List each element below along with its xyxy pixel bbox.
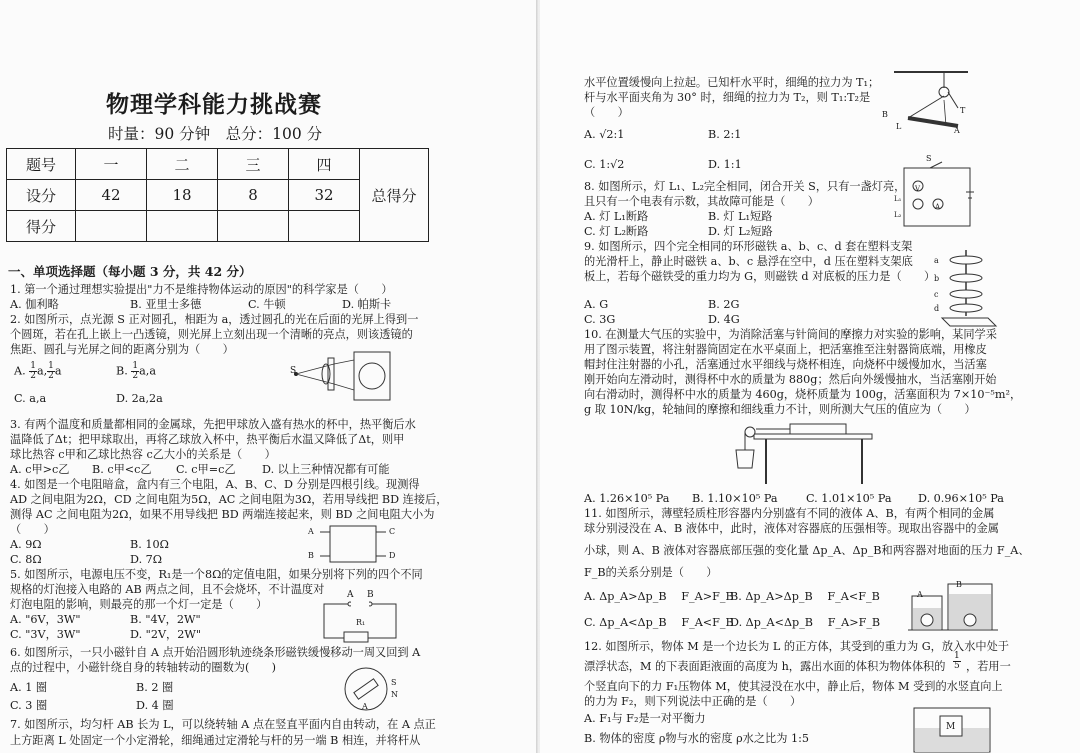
q5-option-d: D. "2V，2W"	[130, 628, 201, 641]
q3-option-a: A. c甲>c乙	[10, 463, 70, 476]
q6-fig-label-n: N	[391, 690, 398, 699]
q6-line-1: 6. 如图所示，一只小磁针自 A 点开始沿圆形轨迹绕条形磁铁缓慢移动一周又回到 A	[10, 646, 421, 659]
q7-option-b: B. 2:1	[708, 128, 742, 141]
q8-option-d: D. 灯 L₂短路	[708, 225, 773, 238]
q6-line-2: 点的过程中，小磁针绕自身的转轴转动的圈数为( )	[10, 661, 277, 674]
q7-cont-line-2: 杆与水平面夹角为 30° 时，细绳的拉力为 T₂，则 T₁:T₂是	[584, 91, 871, 104]
total-score-label: 总得分	[360, 149, 429, 242]
col-1: 一	[76, 149, 147, 180]
q12-line-3: 个竖直向下的力 F₁压物体 M，使其浸没在水中，静止后，物体 M 受到的水竖直向上	[584, 680, 1003, 693]
q7-option-d: D. 1:1	[708, 158, 742, 171]
q4-option-b: B. 10Ω	[130, 538, 169, 551]
q5-fig-label-b: B	[367, 590, 374, 600]
q11-line-4: F_B的关系分别是（ ）	[584, 566, 718, 579]
q4-option-a: A. 9Ω	[10, 538, 42, 551]
q6-option-c: C. 3 圈	[10, 699, 48, 712]
q3-line-2: 温降低了Δt；把甲球取出，再将乙球放入杯中，热平衡后水温又降低了Δt，则甲	[10, 433, 405, 446]
q1-option-a: A. 伽利略	[10, 298, 59, 311]
q4-resistor-box-figure	[316, 522, 396, 568]
q9-option-b: B. 2G	[708, 298, 740, 311]
q7-line-2: 上方距离 L 处固定一个小定滑轮，细绳通过定滑轮与杆的另一端 B 相连，并将杆从	[10, 734, 421, 747]
q5-fig-label-r1: R₁	[356, 618, 366, 627]
points-4: 32	[289, 180, 360, 211]
q3-option-c: C. c甲=c乙	[176, 463, 236, 476]
q5-line-3: 灯泡电阻的影响，则最亮的那一个灯一定是（ ）	[10, 598, 268, 611]
q12-fig-label-m: M	[946, 722, 956, 732]
q9-fig-label-d: d	[934, 304, 940, 313]
q11-line-3: 小球，则 A、B 液体对容器底部压强的变化量 Δp_A、Δp_B和两容器对地面的压力 F_A、	[584, 544, 1030, 557]
q1-option-d: D. 帕斯卡	[342, 298, 392, 311]
q8-line-1: 8. 如图所示，灯 L₁、L₂完全相同，闭合开关 S，只有一盏灯亮，	[584, 180, 906, 193]
q10-line-4: 刚开始向左滑动时，测得杯中水的质量为 880g；然后向外缓慢抽水，当活塞刚开始	[584, 373, 997, 386]
q6-option-d: D. 4 圈	[136, 699, 174, 712]
q9-fig-label-a: a	[934, 256, 939, 265]
q3-option-b: B. c甲<c乙	[92, 463, 152, 476]
q7-line-1: 7. 如图所示，均匀杆 AB 长为 L，可以绕转轴 A 点在竖直平面内自由转动，在 A 点正	[10, 718, 436, 731]
q6-option-a: A. 1 圈	[10, 681, 48, 694]
q6-fig-label-s: S	[391, 678, 397, 687]
q7-fig-label-t: T	[960, 106, 966, 115]
q10-line-6: g 取 10N/kg，轮轴间的摩擦和细线重力不计，则所测大气压的值应为（ ）	[584, 403, 976, 416]
q7-fig-label-l: L	[896, 122, 902, 131]
q6-option-b: B. 2 圈	[136, 681, 174, 694]
col-4: 四	[289, 149, 360, 180]
q6-magnet-figure	[342, 664, 396, 714]
q4-fig-label-d: D	[389, 551, 396, 560]
col-2: 二	[147, 149, 218, 180]
q9-fig-label-b: b	[934, 274, 940, 283]
q8-option-b: B. 灯 L₁短路	[708, 210, 773, 223]
row-header-number: 题号	[7, 149, 76, 180]
q10-option-a: A. 1.26×10⁵ Pa	[584, 492, 670, 505]
q9-option-c: C. 3G	[584, 313, 616, 326]
q2-lens-figure	[288, 352, 398, 404]
score-cell-1[interactable]	[76, 211, 147, 242]
score-cell-4[interactable]	[289, 211, 360, 242]
q10-option-c: C. 1.01×10⁵ Pa	[806, 492, 892, 505]
q10-option-d: D. 0.96×10⁵ Pa	[918, 492, 1004, 505]
q8-option-a: A. 灯 L₁断路	[584, 210, 649, 223]
points-3: 8	[218, 180, 289, 211]
q6-fig-label-a: A	[362, 702, 368, 711]
q2-fig-label-s: S	[290, 366, 297, 376]
q7-option-c: C. 1:√2	[584, 158, 625, 171]
q11-fig-label-a: A	[917, 590, 923, 599]
q12-line-2-tail: ，若用一	[966, 660, 1011, 673]
q12-line-4: 的力为 F₂，则下列说法中正确的是（ ）	[584, 695, 802, 708]
q5-option-a: A. "6V，3W"	[10, 613, 81, 626]
points-2: 18	[147, 180, 218, 211]
q9-line-2: 的光滑杆上，静止时磁铁 a、b、c 悬浮在空中，d 压在塑料支架底	[584, 255, 913, 268]
q12-fraction: $\frac{1}{5}$	[954, 651, 960, 671]
q5-option-c: C. "3V，3W"	[10, 628, 81, 641]
exam-title: 物理学科能力挑战赛	[106, 91, 322, 118]
q8-line-2: 且只有一个电表有示数，其故障可能是（ ）	[584, 195, 819, 208]
q4-fig-label-b: B	[308, 551, 314, 560]
q9-option-a: A. G	[584, 298, 609, 311]
col-3: 三	[218, 149, 289, 180]
q11-option-c: C. Δp_A<Δp_B F_A<F_B	[584, 616, 734, 629]
q2-line-2: 个圆斑，若在孔上嵌上一凸透镜，则光屏上立刻出现一个清晰的亮点，则该透镜的	[10, 328, 413, 341]
q10-line-1: 10. 在测量大气压的实验中，为消除活塞与针筒间的摩擦力对实验的影响，某同学采	[584, 328, 997, 341]
q9-line-3: 板上，若每个磁铁受的重力均为 G，则磁铁 d 对底板的压力是（ ）	[584, 270, 936, 283]
score-cell-3[interactable]	[218, 211, 289, 242]
q7-cont-line-3: （ ）	[584, 106, 629, 119]
q4-option-c: C. 8Ω	[10, 553, 42, 566]
q10-syringe-figure	[734, 420, 884, 486]
q1-option-c: C. 牛顿	[248, 298, 286, 311]
q8-circuit-figure	[890, 158, 980, 234]
q4-option-d: D. 7Ω	[130, 553, 163, 566]
q12-line-1: 12. 如图所示，物体 M 是一个边长为 L 的正方体，其受到的重力为 G，放入水中处于	[584, 640, 1009, 653]
q2-option-c: C. a,a	[14, 392, 47, 405]
q10-line-3: 帽封住注射器的小孔，活塞通过水平细线与烧杯相连，向烧杯中缓慢加水，当活塞	[584, 358, 987, 371]
right-page	[540, 0, 1080, 753]
row-header-score: 得分	[7, 211, 76, 242]
q4-line-4: （ ）	[10, 523, 55, 536]
q9-option-d: D. 4G	[708, 313, 740, 326]
score-cell-2[interactable]	[147, 211, 218, 242]
q12-option-b: B. 物体的密度 ρ物与水的密度 ρ水之比为 1:5	[584, 732, 809, 745]
q2-option-b: B. $\frac{1}{2}$ a,a	[116, 361, 156, 381]
q5-line-1: 5. 如图所示，电源电压不变，R₁是一个8Ω的定值电阻，如果分别将下列的四个不同	[10, 568, 423, 581]
q8-option-c: C. 灯 L₂断路	[584, 225, 649, 238]
q8-fig-label-a: A	[935, 203, 941, 211]
q3-line-3: 球比热容 c甲和乙球比热容 c乙大小的关系是（ ）	[10, 448, 276, 461]
q11-line-2: 球分别浸没在 A、B 液体中，此时，液体对容器底的压强相等。现取出容器中的金属	[584, 522, 999, 535]
q5-option-b: B. "4V，2W"	[130, 613, 201, 626]
left-page	[0, 0, 538, 753]
q4-line-3: 测得 AC 之间电阻为2Ω，如果不用导线把 BD 两端连接起来，则 BD 之间电阻大小为	[10, 508, 435, 521]
q4-line-2: AD 之间电阻为2Ω，CD 之间电阻为5Ω，AC 之间电阻为3Ω，若用导线把 BD 连接后，	[10, 493, 448, 506]
q11-option-d: D. Δp_A<Δp_B F_A>F_B	[730, 616, 881, 629]
q7-cont-line-1: 水平位置缓慢向上拉起。已知杆水平时，细绳的拉力为 T₁；	[584, 76, 880, 89]
q2-line-1: 2. 如图所示，点光源 S 正对圆孔，相距为 a，透过圆孔的光在后面的光屏上得到一	[10, 313, 419, 326]
q7-fig-label-a: A	[954, 126, 960, 135]
q4-line-1: 4. 如图是一个电阻暗盒，盒内有三个电阻，A、B、C、D 分别是四根引线。现测得	[10, 478, 420, 491]
q3-line-1: 3. 有两个温度和质量都相同的金属球，先把甲球放入盛有热水的杯中，热平衡后水	[10, 418, 416, 431]
q2-line-3: 焦距、圆孔与光屏之间的距离分别为（ ）	[10, 343, 234, 356]
q5-line-2: 规格的灯泡接入电路的 AB 两点之间，且不会烧坏，不计温度对	[10, 583, 325, 596]
q8-fig-label-l2: L₂	[894, 211, 902, 219]
q9-magnets-figure	[938, 246, 998, 332]
q4-fig-label-c: C	[389, 527, 396, 536]
row-header-points: 设分	[7, 180, 76, 211]
q10-line-2: 用了图示装置，将注射器筒固定在水平桌面上，把活塞推至注射器筒底端，用橡皮	[584, 343, 987, 356]
q12-line-2: 漂浮状态，M 的下表面距液面的高度为 h，露出水面的体积为物体体积的	[584, 660, 946, 673]
score-table	[6, 148, 429, 242]
q1-option-b: B. 亚里士多德	[130, 298, 202, 311]
q1-stem: 1. 第一个通过理想实验提出"力不是维持物体运动的原因"的科学家是（ ）	[10, 283, 393, 296]
q12-option-a: A. F₁与 F₂是一对平衡力	[584, 712, 706, 725]
q11-line-1: 11. 如图所示，薄壁轻质柱形容器内分别盛有不同的液体 A、B，有两个相同的金属	[584, 507, 995, 520]
q8-fig-label-s: S	[926, 154, 932, 163]
q11-option-a: A. Δp_A>Δp_B F_A>F_B	[584, 590, 734, 603]
q4-fig-label-a: A	[308, 527, 314, 536]
q10-line-5: 向右滑动时，测得杯中水的质量为 460g，烧杯质量为 100g，活塞面积为 7×10⁻⁵m²，	[584, 388, 1022, 401]
q10-option-b: B. 1.10×10⁵ Pa	[692, 492, 778, 505]
q5-fig-label-a: A	[347, 590, 354, 600]
q7-fig-label-b: B	[882, 110, 888, 119]
q8-fig-label-l1: L₁	[894, 195, 902, 203]
section-1-heading: 一、单项选择题（每小题 3 分，共 42 分）	[8, 264, 252, 279]
q3-option-d: D. 以上三种情况都有可能	[262, 463, 390, 476]
q9-line-1: 9. 如图所示，四个完全相同的环形磁铁 a、b、c、d 套在塑料支架	[584, 240, 913, 253]
points-1: 42	[76, 180, 147, 211]
q8-fig-label-v: V	[915, 185, 921, 193]
q2-option-a: A. $\frac{1}{2}$ a, $\frac{1}{2}$ a	[14, 361, 62, 381]
q2-option-d: D. 2a,2a	[116, 392, 163, 405]
exam-meta: 时量：90 分钟 总分：100 分	[108, 125, 323, 143]
q11-fig-label-b: B	[956, 580, 962, 589]
q7-option-a: A. √2:1	[584, 128, 625, 141]
q9-fig-label-c: c	[934, 290, 939, 299]
q11-option-b: B. Δp_A>Δp_B F_A<F_B	[730, 590, 880, 603]
